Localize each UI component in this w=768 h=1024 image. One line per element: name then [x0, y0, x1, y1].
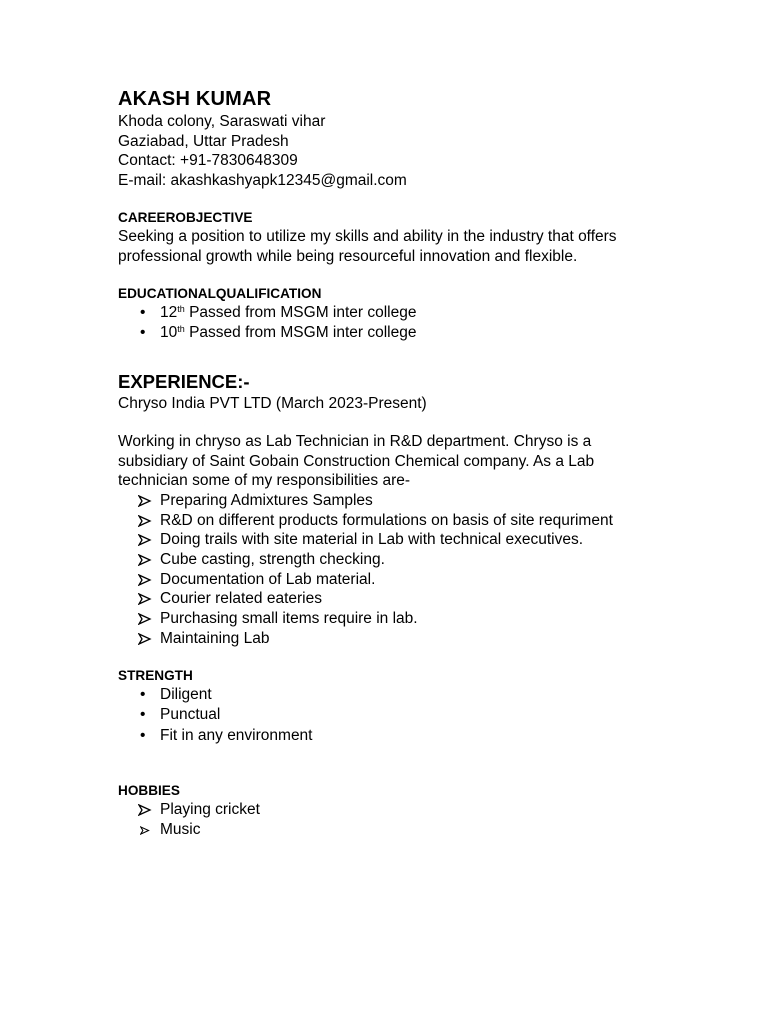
career-objective-line-1: Seeking a position to utilize my skills and ability in the industry that offers [118, 228, 617, 246]
address-line-2: Gaziabad, Uttar Pradesh [118, 132, 289, 150]
address-line-1: Khoda colony, Saraswati vihar [118, 113, 326, 130]
spacer [118, 267, 738, 285]
spacer [118, 649, 738, 667]
strength-text: Diligent [160, 685, 212, 703]
education-heading: EDUCATIONALQUALIFICATION [118, 285, 322, 301]
hobbies-list [118, 800, 738, 839]
spacer [118, 190, 738, 209]
arrow-bullet-icon [138, 613, 152, 625]
contact-line: Contact: +91-7830648309 [118, 152, 298, 170]
bullet-icon: • [140, 303, 146, 321]
education-item-sup: th [177, 303, 185, 314]
education-item [118, 323, 738, 344]
education-item-text: Passed from MSGM inter college [184, 324, 417, 342]
strength-text: Fit in any environment [160, 726, 313, 744]
strength-heading: STRENGTH [118, 667, 193, 683]
arrow-bullet-icon [138, 495, 152, 507]
career-objective-line-2: professional growth while being resourceful innovation and flexible. [118, 247, 578, 265]
responsibility-text: R&D on different products formulations on basis of site requriment [160, 511, 613, 529]
arrow-bullet-icon [138, 534, 152, 546]
responsibility-text: Purchasing small items require in lab. [160, 610, 418, 628]
resume-page [118, 86, 738, 839]
strength-list [118, 685, 738, 747]
candidate-name: AKASH KUMAR [118, 88, 272, 110]
strength-item [118, 685, 738, 706]
responsibility-item [118, 491, 738, 511]
responsibility-item [118, 629, 738, 649]
bullet-icon: • [140, 685, 146, 703]
arrow-bullet-icon [138, 554, 152, 566]
hobby-item [118, 800, 738, 820]
responsibility-item [118, 550, 738, 570]
experience-heading: EXPERIENCE:- [118, 370, 250, 392]
hobby-text: Playing cricket [160, 801, 260, 819]
experience-desc-line-1: Working in chryso as Lab Technician in R&D department. Chryso is a [118, 433, 592, 451]
career-objective-heading: CAREEROBJECTIVE [118, 210, 253, 226]
spacer [118, 344, 738, 370]
education-list [118, 303, 738, 344]
bullet-icon: • [140, 706, 146, 724]
responsibility-text: Maintaining Lab [160, 629, 270, 647]
arrow-bullet-icon [138, 804, 152, 816]
hobbies-heading: HOBBIES [118, 783, 180, 799]
experience-desc-line-2: subsidiary of Saint Gobain Construction Chemical company. As a Lab [118, 452, 595, 470]
bullet-icon: • [140, 726, 146, 744]
responsibility-text: Doing trails with site material in Lab with technical executives. [160, 531, 583, 549]
education-item-text: Passed from MSGM inter college [184, 303, 417, 321]
experience-company: Chryso India PVT LTD (March 2023-Present) [118, 394, 427, 412]
responsibility-text: Preparing Admixtures Samples [160, 491, 373, 509]
experience-desc-line-3: technician some of my responsibilities are- [118, 472, 411, 490]
arrow-bullet-icon [138, 574, 152, 586]
responsibility-item [118, 570, 738, 590]
spacer [118, 746, 738, 782]
email-line: E-mail: akashkashyapk12345@gmail.com [118, 171, 407, 189]
strength-item [118, 726, 738, 747]
arrow-bullet-icon [138, 593, 152, 605]
strength-text: Punctual [160, 706, 221, 724]
responsibility-item [118, 530, 738, 550]
bullet-icon: • [140, 324, 146, 342]
education-item-num: 12 [160, 303, 178, 321]
responsibilities-list [118, 491, 738, 649]
responsibility-item [118, 511, 738, 531]
arrow-bullet-icon [138, 515, 152, 527]
hobby-item [118, 820, 738, 840]
responsibility-item [118, 589, 738, 609]
arrow-bullet-icon [138, 633, 152, 645]
hobby-text: Music [160, 820, 201, 838]
responsibility-item [118, 609, 738, 629]
education-item-num: 10 [160, 324, 178, 342]
education-item-sup: th [177, 324, 185, 335]
responsibility-text: Documentation of Lab material. [160, 570, 376, 588]
arrow-bullet-icon [140, 826, 150, 835]
strength-item [118, 705, 738, 726]
responsibility-text: Courier related eateries [160, 590, 322, 608]
responsibility-text: Cube casting, strength checking. [160, 551, 385, 569]
spacer [118, 413, 738, 432]
education-item [118, 303, 738, 324]
